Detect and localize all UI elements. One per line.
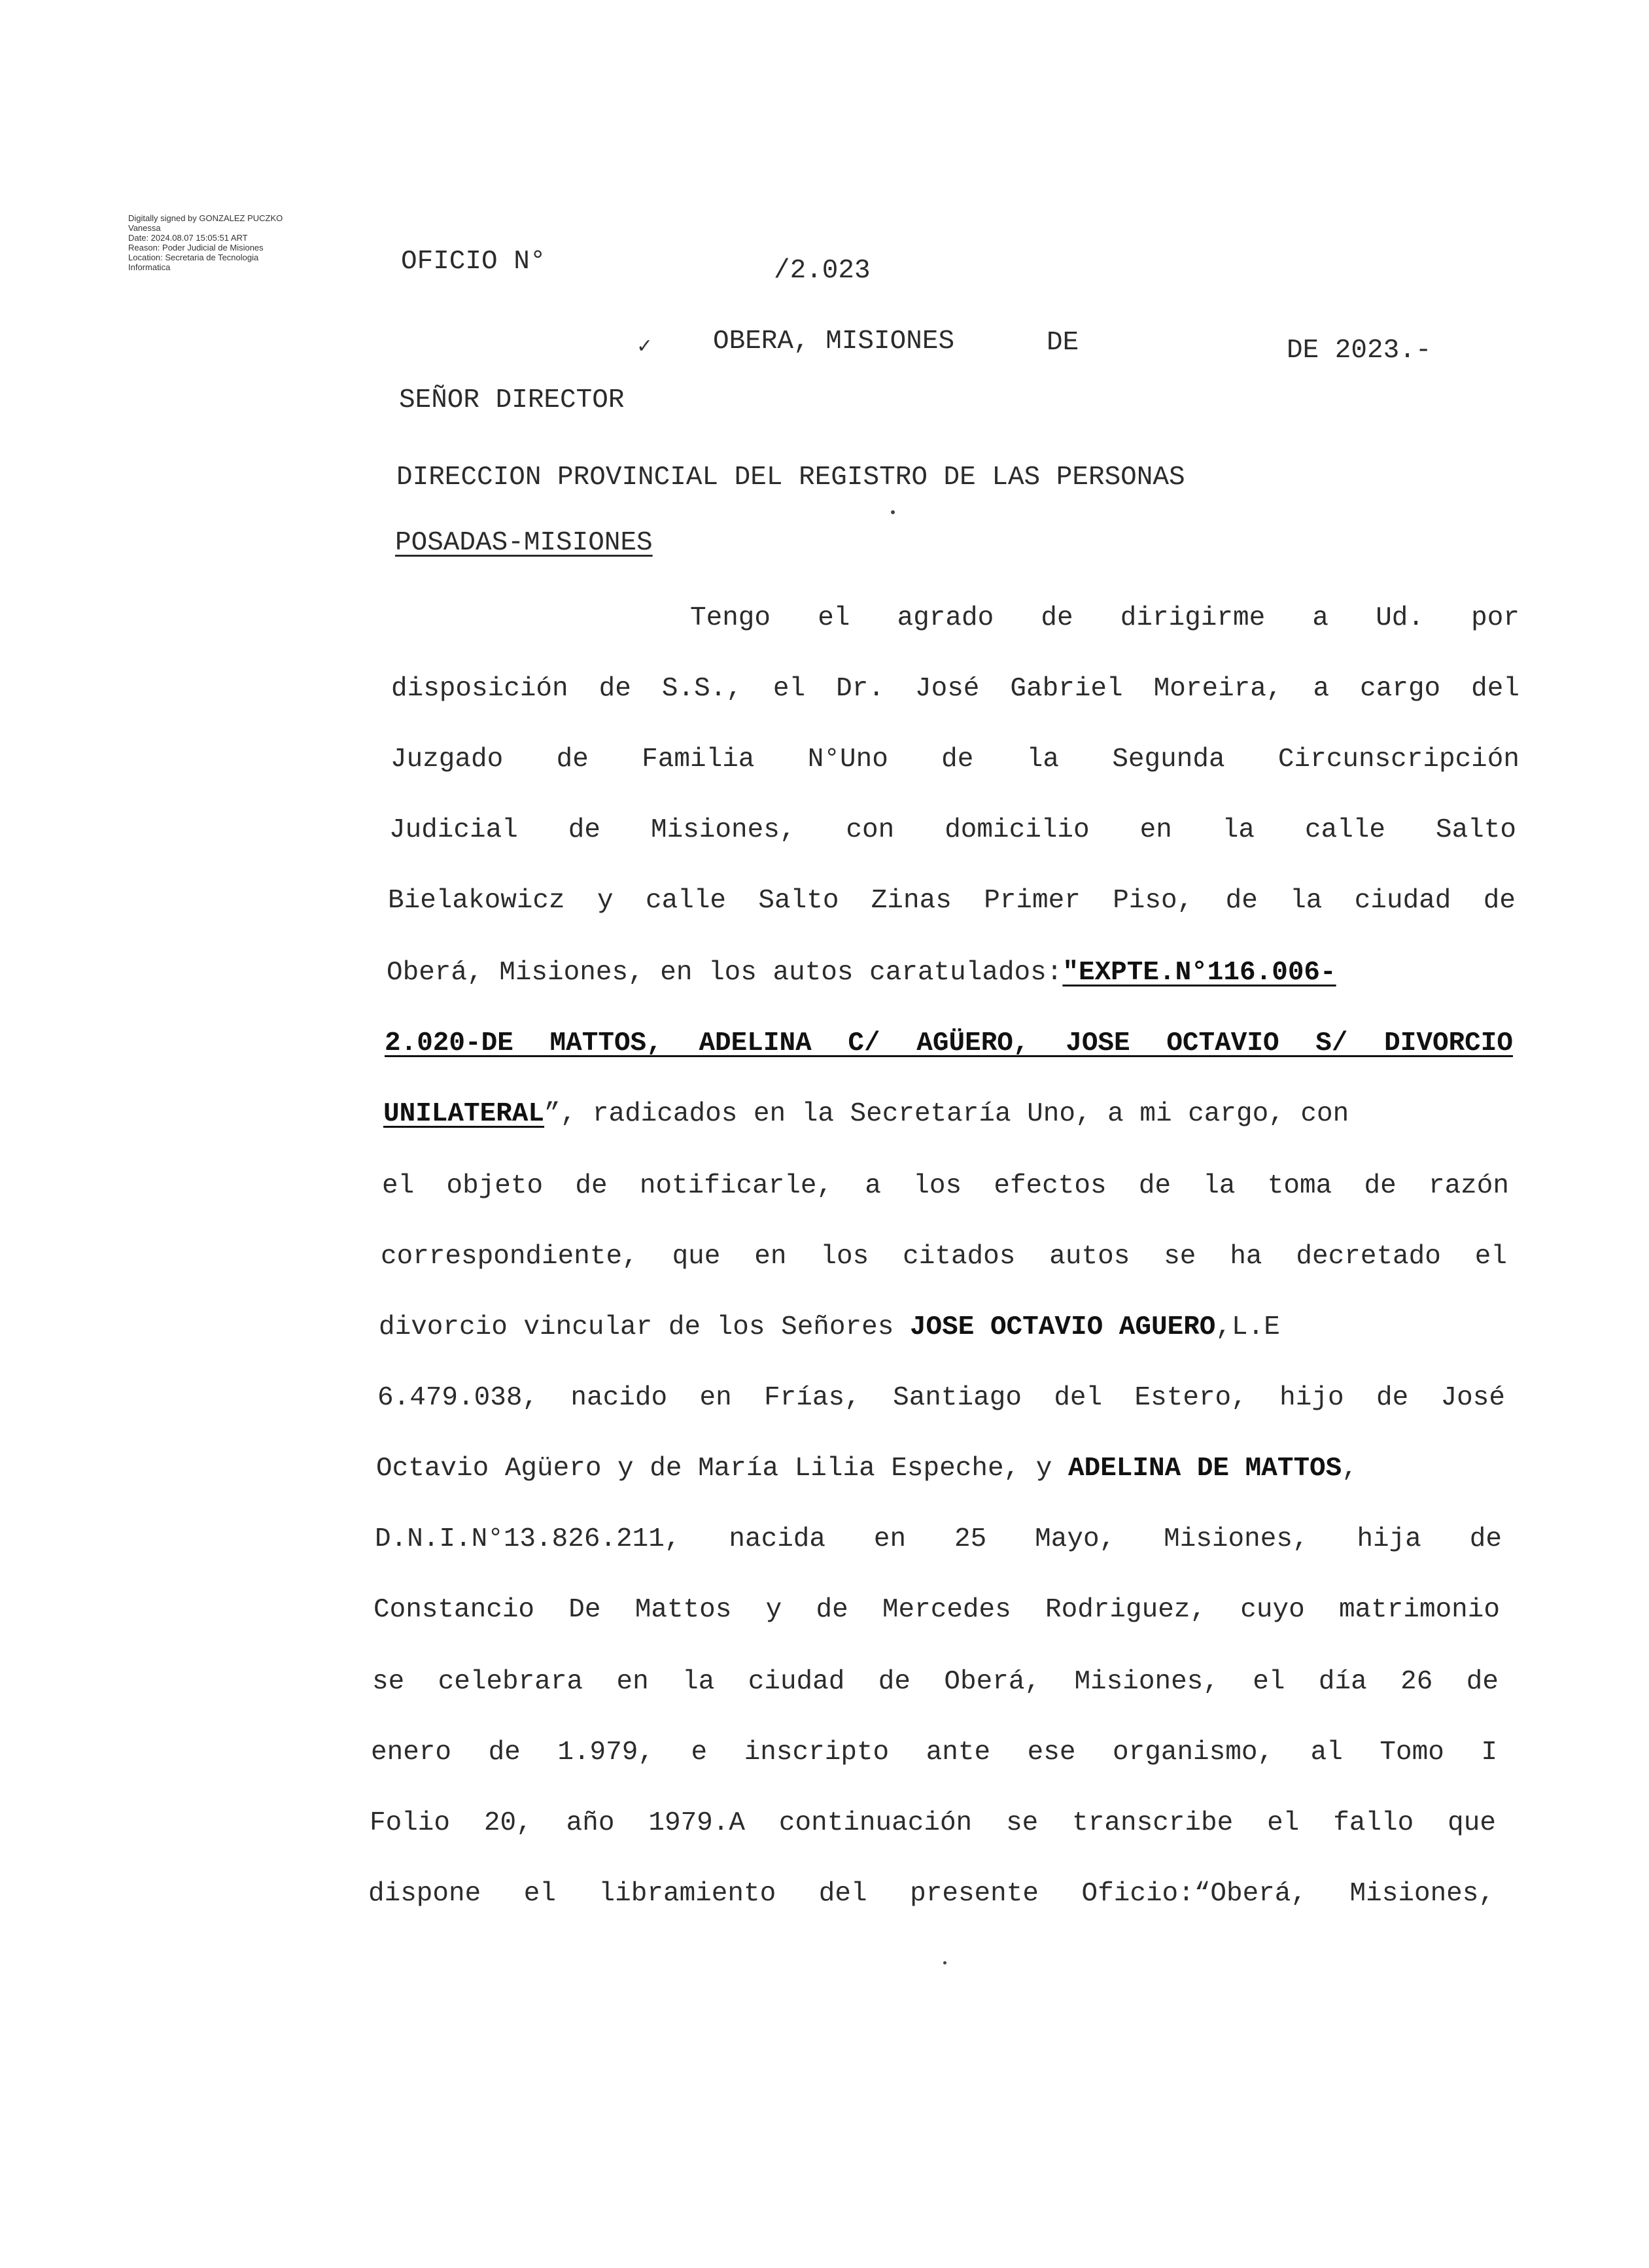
body-line-11 [379, 1308, 1280, 1347]
body-line-6-text: Oberá, Misiones, en los autos caratulados: [387, 958, 1063, 988]
digital-signature-stamp [128, 213, 351, 272]
body-line-2: disposición de S.S., el Dr. José Gabriel Moreira, a cargo del [391, 674, 1519, 704]
signature-reason: Reason: Poder Judicial de Misiones [128, 243, 264, 253]
body-line-14: D.N.I.N°13.826.211, nacida en 25 Mayo, Misiones, hija de [375, 1524, 1502, 1554]
body-line-19: dispone el libramiento del presente Oficio:“Oberá, Misiones, [368, 1879, 1495, 1909]
body-line-11-end: ,L.E [1215, 1312, 1280, 1342]
addressee-title: SEÑOR DIRECTOR [399, 385, 625, 415]
case-number: "EXPTE.N°116.006- [1062, 958, 1336, 988]
body-line-3: Juzgado de Familia N°Uno de la Segunda Circunscripción [391, 744, 1519, 775]
signature-date: Date: 2024.08.07 15:05:51 ART [128, 233, 248, 243]
case-title: 2.020-DE MATTOS, ADELINA C/ AGÜERO, JOSE OCTAVIO S/ DIVORCIO [385, 1028, 1513, 1058]
body-line-8-text: ”, radicados en la Secretaría Uno, a mi cargo, con [544, 1099, 1349, 1129]
stray-dot [891, 510, 895, 514]
body-line-1: Tengo el agrado de dirigirme a Ud. por [690, 603, 1519, 633]
body-line-11-text: divorcio vincular de los Señores [379, 1312, 894, 1342]
body-line-9: el objeto de notificarle, a los efectos de la toma de razón [382, 1171, 1509, 1201]
case-title-end: UNILATERAL [383, 1099, 545, 1129]
body-line-18: Folio 20, año 1979.A continuación se transcribe el fallo que [370, 1808, 1496, 1838]
addressee-city: POSADAS-MISIONES [395, 528, 653, 558]
body-line-16: se celebrara en la ciudad de Oberá, Misiones, el día 26 de [372, 1667, 1499, 1697]
body-line-5: Bielakowicz y calle Salto Zinas Primer Piso, de la ciudad de [388, 886, 1516, 916]
date-year: DE 2023.- [1287, 336, 1432, 366]
body-line-17: enero de 1.979, e inscripto ante ese organismo, al Tomo I [371, 1737, 1497, 1768]
signature-location: Location: Secretaria de Tecnologia [128, 253, 259, 262]
stray-mark: ✓ [638, 335, 651, 360]
stray-dot [943, 1961, 946, 1964]
addressee-office: DIRECCION PROVINCIAL DEL REGISTRO DE LAS PERSONAS [396, 462, 1185, 493]
body-line-12: 6.479.038, nacido en Frías, Santiago del Estero, hijo de José [377, 1383, 1505, 1413]
body-line-13-text: Octavio Agüero y de María Lilia Espeche, y [376, 1454, 1052, 1484]
body-line-13 [376, 1449, 1358, 1488]
body-line-10: correspondiente, que en los citados autos se ha decretado el [381, 1242, 1507, 1272]
oficio-label: OFICIO N° [401, 247, 546, 277]
body-line-8 [383, 1094, 1349, 1134]
body-line-4: Judicial de Misiones, con domicilio en la calle Salto [389, 815, 1516, 845]
body-line-15: Constancio De Mattos y de Mercedes Rodriguez, cuyo matrimonio [373, 1595, 1500, 1625]
signature-name: Vanessa [128, 223, 161, 233]
signature-signed-by: Digitally signed by GONZALEZ PUCZKO [128, 213, 283, 223]
husband-name: JOSE OCTAVIO AGUERO [909, 1312, 1216, 1342]
place: OBERA, MISIONES [713, 326, 955, 357]
body-line-13-end: , [1342, 1454, 1358, 1484]
body-line-6 [387, 953, 1336, 992]
wife-name: ADELINA DE MATTOS [1068, 1454, 1342, 1484]
date-de: DE [1047, 328, 1079, 358]
signature-location-cont: Informatica [128, 262, 171, 272]
oficio-number: /2.023 [774, 256, 871, 286]
